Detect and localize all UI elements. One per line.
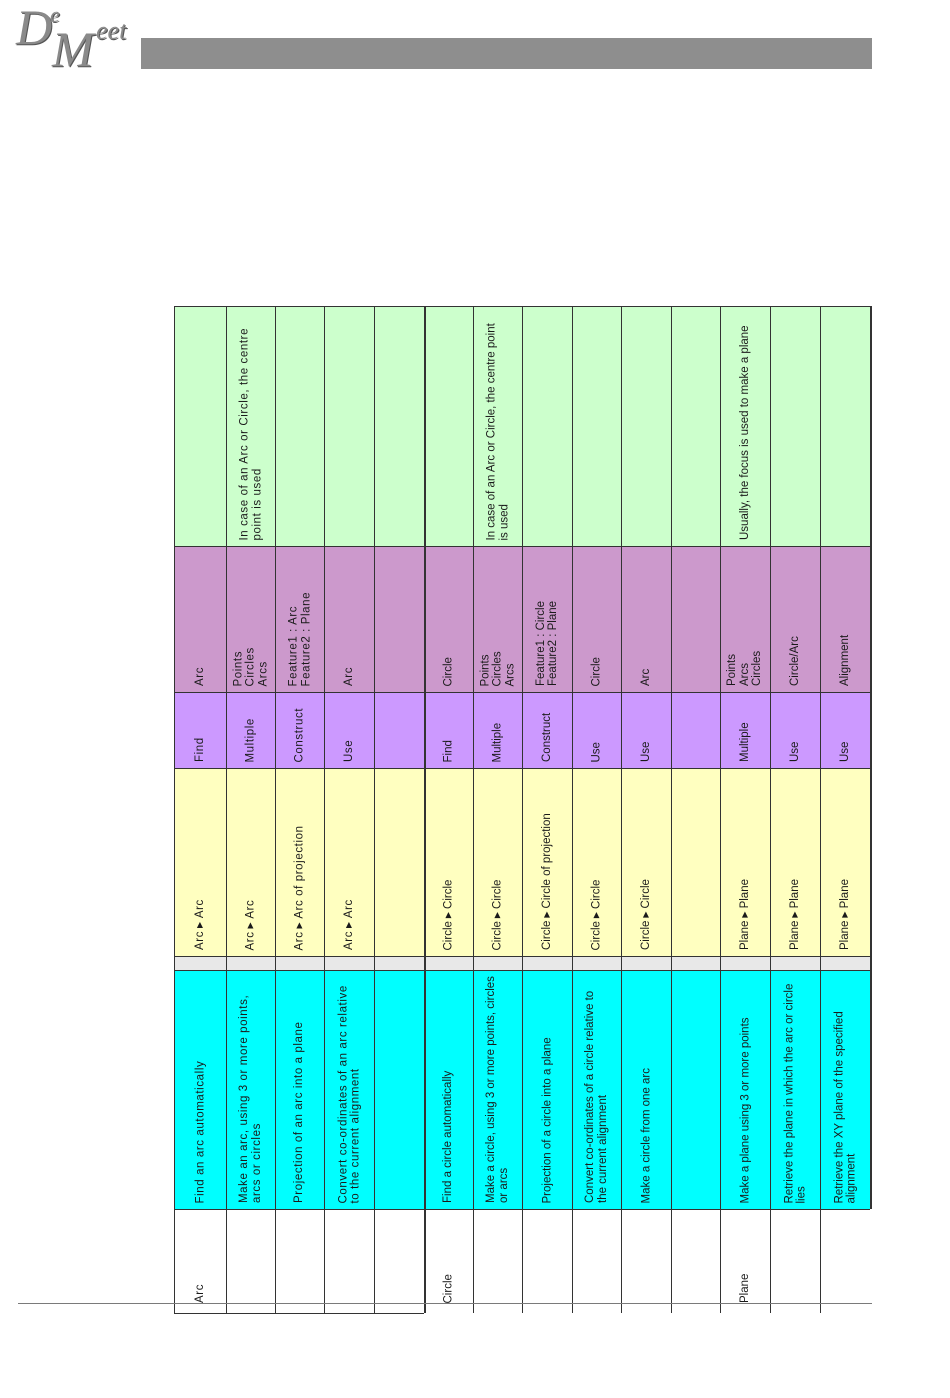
path-text bbox=[723, 774, 767, 950]
logo-letters-eet: eet bbox=[96, 16, 127, 45]
path-from: Circle bbox=[590, 920, 603, 950]
action-cell bbox=[275, 692, 324, 768]
description-value: Retrieve the XY plane of the specified alignment bbox=[832, 1010, 857, 1203]
description-cell bbox=[275, 970, 324, 1209]
action-value: Construct bbox=[293, 707, 306, 762]
features-cell bbox=[424, 546, 473, 692]
action-text bbox=[624, 698, 668, 762]
group-text bbox=[177, 1211, 223, 1303]
features-text bbox=[624, 552, 668, 686]
description-cell bbox=[174, 970, 226, 1209]
path-text bbox=[278, 774, 321, 950]
path-text bbox=[525, 774, 569, 950]
features-text bbox=[427, 552, 470, 686]
features-value: Points Arcs Circles bbox=[726, 650, 764, 686]
features-text bbox=[525, 552, 569, 686]
action-value: Find bbox=[193, 737, 206, 762]
action-value: Use bbox=[788, 741, 801, 762]
description-text bbox=[278, 976, 321, 1203]
path-cell bbox=[770, 768, 820, 956]
description-cell bbox=[522, 970, 572, 1209]
logo-letter-e: e bbox=[50, 2, 60, 27]
path-text bbox=[427, 774, 470, 950]
features-value: Points Circles Arcs bbox=[478, 650, 516, 686]
action-text bbox=[427, 698, 470, 762]
description-text bbox=[177, 976, 223, 1203]
action-text bbox=[327, 698, 371, 762]
features-value: Feature1 : Circle Feature2 : Plane bbox=[534, 600, 559, 686]
group-cell bbox=[424, 1209, 473, 1313]
action-cell bbox=[572, 692, 621, 768]
features-value: Arc bbox=[193, 666, 206, 686]
description-text bbox=[476, 976, 519, 1203]
path-to: Plane bbox=[738, 879, 751, 909]
remarks-value: Usually, the focus is used to make a plane bbox=[738, 325, 751, 540]
path-cell bbox=[720, 768, 770, 956]
path-cell bbox=[621, 768, 671, 956]
path-text bbox=[773, 774, 817, 950]
description-text bbox=[427, 976, 470, 1203]
action-text bbox=[823, 698, 867, 762]
path-text bbox=[177, 774, 223, 950]
action-value: Use bbox=[639, 741, 652, 762]
arrow-right-icon: ▶ bbox=[492, 911, 502, 918]
path-text bbox=[575, 774, 618, 950]
features-value: Alignment bbox=[838, 634, 851, 686]
description-value: Make an arc, using 3 or more points, arcs or circles bbox=[238, 994, 263, 1203]
features-cell bbox=[572, 546, 621, 692]
action-text bbox=[575, 698, 618, 762]
action-value: Construct bbox=[540, 712, 553, 762]
action-text bbox=[476, 698, 519, 762]
row-divider bbox=[374, 306, 375, 1313]
features-cell bbox=[473, 546, 522, 692]
path-to: Circle bbox=[590, 879, 603, 909]
header-bar bbox=[141, 38, 872, 69]
features-value: Feature1 : Arc Feature2 : Plane bbox=[287, 591, 312, 686]
action-text bbox=[229, 698, 272, 762]
footer-rule bbox=[18, 1303, 872, 1304]
features-cell bbox=[275, 546, 324, 692]
description-value: Find a circle automatically bbox=[442, 1070, 455, 1203]
description-text bbox=[525, 976, 569, 1203]
action-text bbox=[525, 698, 569, 762]
remarks-text bbox=[476, 312, 519, 540]
path-text bbox=[327, 774, 371, 950]
path-from: Circle bbox=[442, 920, 455, 950]
arrow-right-icon: ▶ bbox=[839, 911, 849, 918]
action-value: Multiple bbox=[244, 717, 257, 762]
features-cell bbox=[324, 546, 374, 692]
features-text bbox=[278, 552, 321, 686]
features-text bbox=[327, 552, 371, 686]
arrow-right-icon: ▶ bbox=[194, 921, 204, 928]
path-cell bbox=[424, 768, 473, 956]
action-cell bbox=[770, 692, 820, 768]
path-to: Circle bbox=[442, 879, 455, 909]
path-from: Circle bbox=[540, 920, 553, 950]
description-text bbox=[575, 976, 618, 1203]
group-cell bbox=[174, 1209, 226, 1313]
features-value: Circle bbox=[590, 656, 603, 686]
features-value: Arc bbox=[639, 668, 652, 686]
description-value: Projection of an arc into a plane bbox=[293, 1021, 306, 1203]
remarks-cell bbox=[473, 306, 522, 546]
description-cell bbox=[424, 970, 473, 1209]
path-from: Arc bbox=[293, 930, 306, 950]
action-cell bbox=[226, 692, 275, 768]
path-to: Plane bbox=[788, 879, 801, 909]
path-to: Arc bbox=[342, 899, 355, 919]
features-value: Arc bbox=[342, 666, 355, 686]
description-value: Make a plane using 3 or more points bbox=[738, 1016, 751, 1203]
action-value: Use bbox=[342, 739, 355, 762]
path-from: Circle bbox=[639, 920, 652, 950]
path-text bbox=[476, 774, 519, 950]
features-cell bbox=[720, 546, 770, 692]
group-text bbox=[427, 1211, 470, 1303]
description-cell bbox=[324, 970, 374, 1209]
group-text bbox=[723, 1211, 767, 1303]
arrow-right-icon: ▶ bbox=[541, 911, 551, 918]
remarks-cell bbox=[226, 306, 275, 546]
arrow-right-icon: ▶ bbox=[739, 911, 749, 918]
features-text bbox=[177, 552, 223, 686]
arrow-right-icon: ▶ bbox=[245, 921, 255, 928]
description-cell bbox=[770, 970, 820, 1209]
path-to: Plane bbox=[838, 879, 851, 909]
arrow-right-icon: ▶ bbox=[443, 911, 453, 918]
description-value: Make a circle, using 3 or more points, circles or arcs bbox=[485, 976, 510, 1203]
action-value: Use bbox=[838, 741, 851, 762]
description-cell bbox=[572, 970, 621, 1209]
path-from: Plane bbox=[838, 920, 851, 950]
remarks-value: In case of an Arc or Circle, the centre point is used bbox=[485, 322, 510, 540]
action-cell bbox=[424, 692, 473, 768]
path-from: Plane bbox=[738, 920, 751, 950]
rotated-feature-table bbox=[174, 306, 874, 1311]
path-cell bbox=[522, 768, 572, 956]
description-text bbox=[624, 976, 668, 1203]
path-to: Circle bbox=[491, 879, 504, 909]
arrow-right-icon: ▶ bbox=[294, 921, 304, 928]
description-value: Convert co-ordinates of a circle relative to the current alignment bbox=[584, 990, 609, 1203]
path-to: Circle of projection bbox=[540, 813, 553, 909]
group-cell bbox=[720, 1209, 770, 1313]
features-cell bbox=[174, 546, 226, 692]
remarks-cell bbox=[720, 306, 770, 546]
path-cell bbox=[226, 768, 275, 956]
description-text bbox=[327, 976, 371, 1203]
arrow-right-icon: ▶ bbox=[343, 921, 353, 928]
description-cell bbox=[621, 970, 671, 1209]
arrow-right-icon: ▶ bbox=[591, 911, 601, 918]
path-from: Plane bbox=[788, 920, 801, 950]
action-text bbox=[278, 698, 321, 762]
features-text bbox=[476, 552, 519, 686]
features-cell bbox=[621, 546, 671, 692]
action-value: Find bbox=[442, 739, 455, 762]
path-from: Circle bbox=[491, 920, 504, 950]
path-cell bbox=[820, 768, 870, 956]
remarks-text bbox=[229, 312, 272, 540]
path-text bbox=[823, 774, 867, 950]
action-value: Multiple bbox=[738, 722, 751, 762]
description-text bbox=[823, 976, 867, 1203]
path-cell bbox=[572, 768, 621, 956]
logo-letter-d: D bbox=[16, 0, 53, 55]
band-divider bbox=[174, 956, 870, 957]
path-cell bbox=[473, 768, 522, 956]
remarks-text bbox=[723, 312, 767, 540]
group-label: Plane bbox=[738, 1273, 751, 1303]
path-from: Arc bbox=[193, 930, 206, 950]
description-value: Find an arc automatically bbox=[193, 1060, 206, 1203]
action-cell bbox=[174, 692, 226, 768]
action-value: Multiple bbox=[491, 722, 504, 762]
description-value: Retrieve the plane in which the arc or circle lies bbox=[782, 983, 807, 1203]
features-text bbox=[823, 552, 867, 686]
path-cell bbox=[275, 768, 324, 956]
path-to: Arc of projection bbox=[293, 824, 306, 919]
description-cell bbox=[473, 970, 522, 1209]
features-cell bbox=[522, 546, 572, 692]
features-cell bbox=[226, 546, 275, 692]
features-value: Circle bbox=[442, 656, 455, 686]
features-text bbox=[723, 552, 767, 686]
action-cell bbox=[324, 692, 374, 768]
action-cell bbox=[473, 692, 522, 768]
path-text bbox=[624, 774, 668, 950]
description-text bbox=[773, 976, 817, 1203]
remarks-value: In case of an Arc or Circle, the centre point is used bbox=[238, 327, 263, 540]
features-text bbox=[773, 552, 817, 686]
path-from: Arc bbox=[342, 930, 355, 950]
description-cell bbox=[226, 970, 275, 1209]
features-text bbox=[575, 552, 618, 686]
demeet-logo bbox=[10, 0, 145, 80]
description-cell bbox=[720, 970, 770, 1209]
description-text bbox=[229, 976, 272, 1203]
row-divider bbox=[671, 306, 672, 1313]
description-text bbox=[723, 976, 767, 1203]
description-cell bbox=[820, 970, 870, 1209]
features-text bbox=[229, 552, 272, 686]
description-value: Projection of a circle into a plane bbox=[540, 1036, 553, 1203]
path-cell bbox=[324, 768, 374, 956]
action-cell bbox=[820, 692, 870, 768]
path-to: Circle bbox=[639, 879, 652, 909]
path-from: Arc bbox=[244, 930, 257, 950]
action-text bbox=[773, 698, 817, 762]
action-cell bbox=[522, 692, 572, 768]
table-bottom-border bbox=[174, 1313, 424, 1314]
group-label: Circle bbox=[442, 1273, 455, 1303]
action-cell bbox=[720, 692, 770, 768]
logo-letter-m: M bbox=[52, 21, 94, 77]
arrow-right-icon: ▶ bbox=[789, 911, 799, 918]
path-text bbox=[229, 774, 272, 950]
action-cell bbox=[621, 692, 671, 768]
action-text bbox=[177, 698, 223, 762]
features-value: Points Circles Arcs bbox=[231, 646, 269, 686]
description-value: Make a circle from one arc bbox=[639, 1067, 652, 1203]
group-label: Arc bbox=[193, 1283, 206, 1303]
features-cell bbox=[820, 546, 870, 692]
path-to: Arc bbox=[244, 899, 257, 919]
path-cell bbox=[174, 768, 226, 956]
action-text bbox=[723, 698, 767, 762]
action-value: Use bbox=[590, 741, 603, 762]
row-divider bbox=[870, 306, 872, 1209]
arrow-right-icon: ▶ bbox=[640, 911, 650, 918]
features-value: Circle/Arc bbox=[788, 636, 801, 686]
path-to: Arc bbox=[193, 899, 206, 919]
features-cell bbox=[770, 546, 820, 692]
description-value: Convert co-ordinates of an arc relative to the current alignment bbox=[336, 984, 361, 1203]
